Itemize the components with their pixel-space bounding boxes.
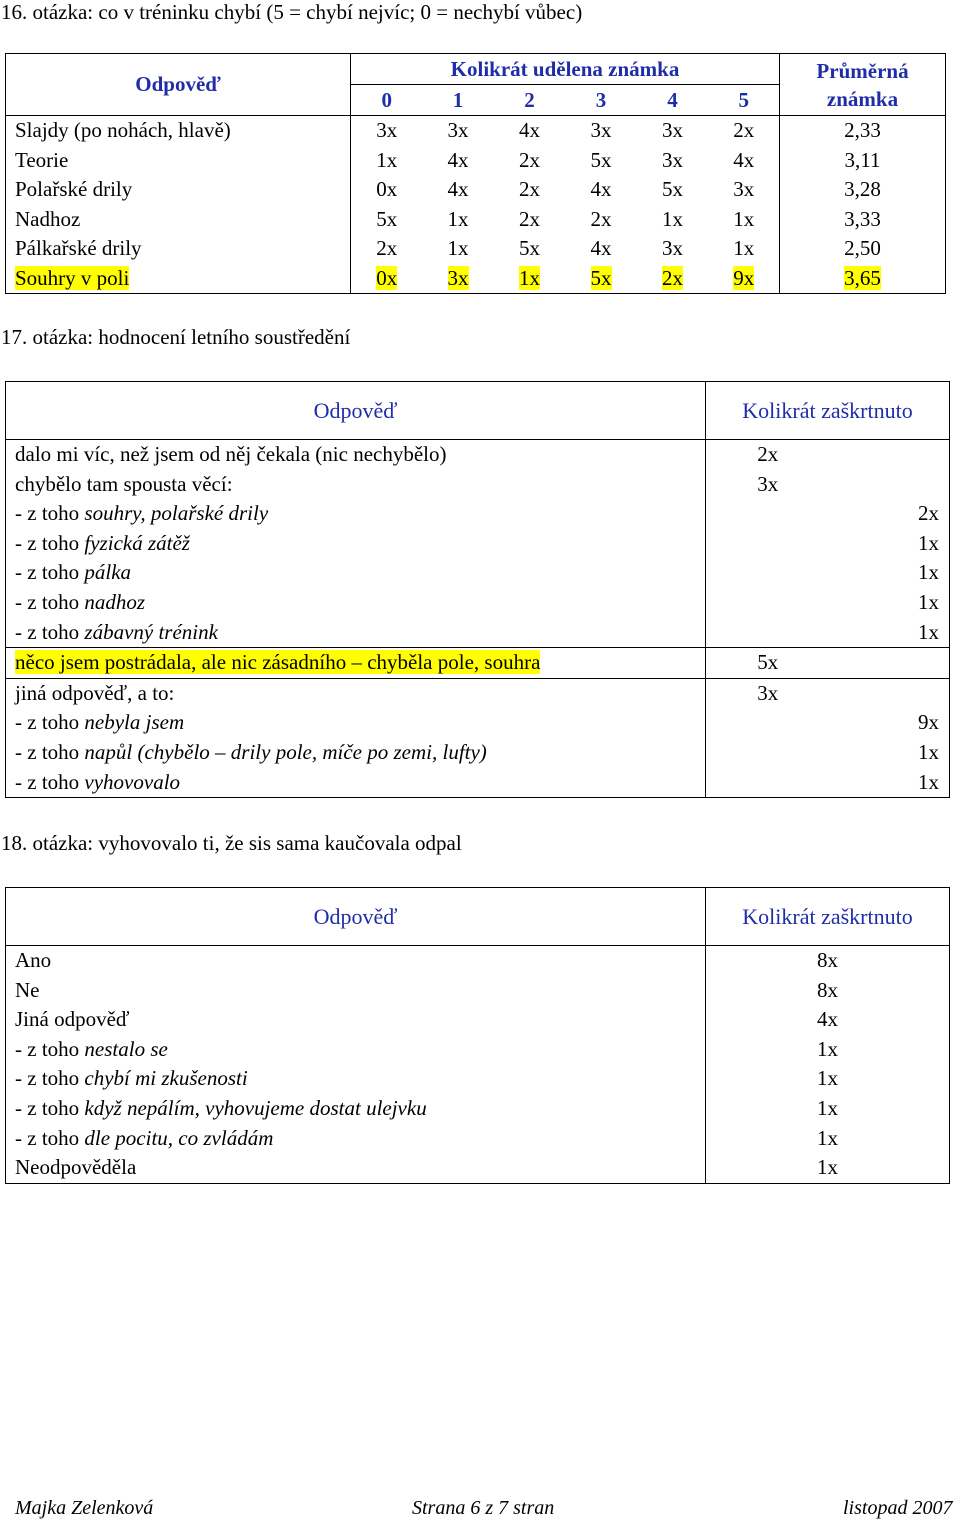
grade-count-cell: 3x bbox=[590, 118, 612, 142]
sub-count-cell: 1x bbox=[918, 739, 939, 764]
grade-count-cell: 4x bbox=[709, 146, 780, 176]
answer-cell: Ano bbox=[6, 946, 706, 976]
grade-count-cell: 2x bbox=[519, 147, 540, 172]
question-17-table bbox=[5, 381, 950, 798]
average-grade-header: Průměrná známka bbox=[780, 54, 946, 116]
answer-cell: Polařské drily bbox=[6, 175, 351, 205]
table-row bbox=[6, 946, 950, 976]
grade-count-cell: 4x bbox=[590, 177, 612, 201]
sub-count-cell bbox=[830, 470, 950, 500]
grade-count-cell: 2x bbox=[590, 206, 612, 231]
grade-count-cell: 9x bbox=[709, 264, 780, 294]
grade-count-cell: 4x bbox=[447, 147, 469, 172]
grade-count-cell: 1x bbox=[709, 205, 780, 235]
count-cell bbox=[706, 708, 830, 738]
table-row bbox=[6, 708, 950, 738]
grade-count-cell: 0x bbox=[376, 177, 398, 201]
table-row bbox=[6, 1064, 950, 1094]
grade-count-cell: 4x bbox=[447, 177, 469, 201]
table-row bbox=[6, 648, 950, 679]
sub-count-cell bbox=[830, 678, 950, 708]
answer-header: Odpověď bbox=[6, 54, 351, 116]
answer-cell: - z toho nebyla jsem bbox=[6, 708, 706, 738]
answer-cell: - z toho nestalo se bbox=[6, 1035, 706, 1065]
table-row bbox=[6, 440, 950, 470]
answer-cell: - z toho nadhoz bbox=[6, 588, 706, 618]
count-cell: 8x bbox=[817, 977, 838, 1002]
table-row bbox=[6, 1094, 950, 1124]
question-17-title: 17. otázka: hodnocení letního soustředění bbox=[1, 325, 351, 349]
table-row bbox=[6, 678, 950, 708]
table-row bbox=[6, 1035, 950, 1065]
grade-count-cell: 2x bbox=[519, 206, 540, 231]
count-cell bbox=[706, 558, 830, 588]
grade-count-cell: 3x bbox=[662, 236, 683, 260]
grade-count-cell: 5x bbox=[662, 177, 683, 201]
answer-cell: chybělo tam spousta věcí: bbox=[6, 470, 706, 500]
footer-page-number: Strana 6 z 7 stran bbox=[412, 1497, 555, 1519]
count-header: Kolikrát zaškrtnuto bbox=[706, 382, 950, 440]
count-cell bbox=[706, 499, 830, 529]
table-row bbox=[6, 234, 946, 264]
count-cell: 3x bbox=[706, 678, 830, 708]
answer-cell: Jiná odpověď bbox=[6, 1005, 706, 1035]
grade-count-cell: 4x bbox=[519, 118, 540, 142]
answer-cell: Pálkařské drily bbox=[6, 234, 351, 264]
count-cell: 1x bbox=[817, 1095, 838, 1120]
count-cell bbox=[706, 618, 830, 648]
grade-count-cell: 0x bbox=[376, 265, 398, 290]
answer-cell: - z toho chybí mi zkušenosti bbox=[6, 1064, 706, 1094]
table-row bbox=[6, 618, 950, 648]
grade-count-cell: 2x bbox=[376, 236, 398, 260]
grade-count-cell: 3x bbox=[662, 118, 683, 142]
answer-header: Odpověď bbox=[6, 888, 706, 946]
sub-count-cell bbox=[830, 648, 950, 679]
grade-count-cell: 3x bbox=[447, 118, 469, 142]
table-row bbox=[6, 116, 946, 146]
grade-count-cell: 2x bbox=[709, 116, 780, 146]
grade-count-cell: 1x bbox=[709, 234, 780, 264]
sub-count-cell: 1x bbox=[918, 769, 939, 794]
average-cell: 3,11 bbox=[844, 147, 881, 172]
answer-cell: Slajdy (po nohách, hlavě) bbox=[6, 116, 351, 146]
table-row bbox=[6, 470, 950, 500]
count-cell: 5x bbox=[706, 648, 830, 679]
table-row bbox=[6, 205, 946, 235]
grade-count-cell: 5x bbox=[590, 147, 612, 172]
sub-count-cell: 1x bbox=[918, 530, 939, 555]
count-cell: 8x bbox=[706, 946, 950, 976]
grade-count-cell: 1x bbox=[662, 206, 683, 231]
count-cell bbox=[706, 768, 830, 798]
count-cell: 2x bbox=[706, 440, 830, 470]
average-cell: 3,65 bbox=[844, 265, 881, 290]
answer-cell: Nadhoz bbox=[6, 205, 351, 235]
grade-count-cell: 1x bbox=[447, 236, 469, 260]
sub-count-cell: 1x bbox=[918, 619, 939, 644]
answer-cell: - z toho fyzická zátěž bbox=[6, 529, 706, 559]
footer-date: listopad 2007 bbox=[843, 1497, 953, 1519]
grade-count-cell: 1x bbox=[376, 147, 398, 172]
grade-count-cell: 1x bbox=[519, 265, 540, 290]
average-cell: 3,33 bbox=[844, 206, 881, 231]
grade-count-cell: 5x bbox=[590, 265, 612, 290]
answer-cell: Teorie bbox=[6, 146, 351, 176]
grade-header: 0 bbox=[351, 85, 423, 116]
answer-cell: - z toho napůl (chybělo – drily pole, míče po zemi, lufty) bbox=[6, 738, 706, 768]
sub-count-cell bbox=[830, 440, 950, 470]
count-cell: 3x bbox=[757, 471, 779, 496]
footer-author: Majka Zelenková bbox=[15, 1497, 154, 1519]
grade-count-cell: 2x bbox=[519, 177, 540, 201]
answer-cell: - z toho pálka bbox=[6, 558, 706, 588]
grade-header: 2 bbox=[494, 85, 566, 116]
table-row bbox=[6, 175, 946, 205]
table-row bbox=[6, 768, 950, 798]
count-cell: 1x bbox=[817, 1066, 838, 1091]
answer-cell: Ne bbox=[6, 976, 706, 1006]
grade-count-cell: 3x bbox=[662, 147, 683, 172]
grade-count-header: Kolikrát udělena známka bbox=[351, 54, 780, 85]
grade-header: 1 bbox=[423, 85, 494, 116]
answer-cell: - z toho zábavný trénink bbox=[6, 618, 706, 648]
table-row bbox=[6, 529, 950, 559]
answer-cell: jiná odpověď, a to: bbox=[6, 678, 706, 708]
question-16-table bbox=[5, 53, 946, 294]
grade-count-cell: 3x bbox=[447, 265, 469, 290]
grade-count-cell: 2x bbox=[662, 265, 683, 290]
answer-cell: něco jsem postrádala, ale nic zásadního – chyběla pole, souhra bbox=[6, 648, 706, 679]
count-cell: 1x bbox=[817, 1036, 838, 1061]
grade-count-cell: 1x bbox=[447, 206, 469, 231]
answer-cell: - z toho dle pocitu, co zvládám bbox=[6, 1124, 706, 1154]
count-cell bbox=[706, 529, 830, 559]
table-row bbox=[6, 499, 950, 529]
average-cell: 2,33 bbox=[844, 118, 881, 142]
table-row bbox=[6, 146, 946, 176]
average-cell: 3,28 bbox=[844, 177, 881, 201]
answer-header: Odpověď bbox=[6, 382, 706, 440]
table-row bbox=[6, 264, 946, 294]
grade-count-cell: 3x bbox=[709, 175, 780, 205]
count-cell: 1x bbox=[817, 1125, 838, 1150]
grade-count-cell: 5x bbox=[376, 206, 398, 231]
grade-header: 5 bbox=[709, 85, 780, 116]
table-row bbox=[6, 1005, 950, 1035]
sub-count-cell: 1x bbox=[918, 560, 939, 585]
answer-cell: Souhry v poli bbox=[6, 264, 351, 294]
count-cell: 1x bbox=[817, 1155, 838, 1180]
table-row bbox=[6, 976, 950, 1006]
table-row bbox=[6, 558, 950, 588]
question-16-title: 16. otázka: co v tréninku chybí (5 = chybí nejvíc; 0 = nechybí vůbec) bbox=[1, 0, 583, 24]
question-18-title: 18. otázka: vyhovovalo ti, že sis sama kaučovala odpal bbox=[1, 831, 462, 855]
count-cell: 4x bbox=[817, 1007, 838, 1032]
grade-count-cell: 3x bbox=[376, 118, 398, 142]
table-row bbox=[6, 1153, 950, 1183]
question-18-table bbox=[5, 887, 950, 1184]
answer-cell: - z toho souhry, polařské drily bbox=[6, 499, 706, 529]
answer-cell: - z toho když nepálím, vyhovujeme dostat ulejvku bbox=[6, 1094, 706, 1124]
table-row bbox=[6, 588, 950, 618]
grade-count-cell: 5x bbox=[519, 236, 540, 260]
count-cell bbox=[706, 588, 830, 618]
answer-cell: - z toho vyhovovalo bbox=[6, 768, 706, 798]
count-header: Kolikrát zaškrtnuto bbox=[706, 888, 950, 946]
count-cell bbox=[706, 738, 830, 768]
grade-count-cell: 4x bbox=[590, 236, 612, 260]
table-row bbox=[6, 1124, 950, 1154]
grade-header: 3 bbox=[566, 85, 637, 116]
average-cell: 2,50 bbox=[844, 236, 881, 260]
answer-cell: Neodpověděla bbox=[6, 1153, 706, 1183]
sub-count-cell: 1x bbox=[918, 589, 939, 614]
table-row bbox=[6, 738, 950, 768]
sub-count-cell: 9x bbox=[918, 710, 939, 735]
sub-count-cell: 2x bbox=[918, 501, 939, 526]
grade-header: 4 bbox=[637, 85, 709, 116]
answer-cell: dalo mi víc, než jsem od něj čekala (nic nechybělo) bbox=[6, 440, 706, 470]
